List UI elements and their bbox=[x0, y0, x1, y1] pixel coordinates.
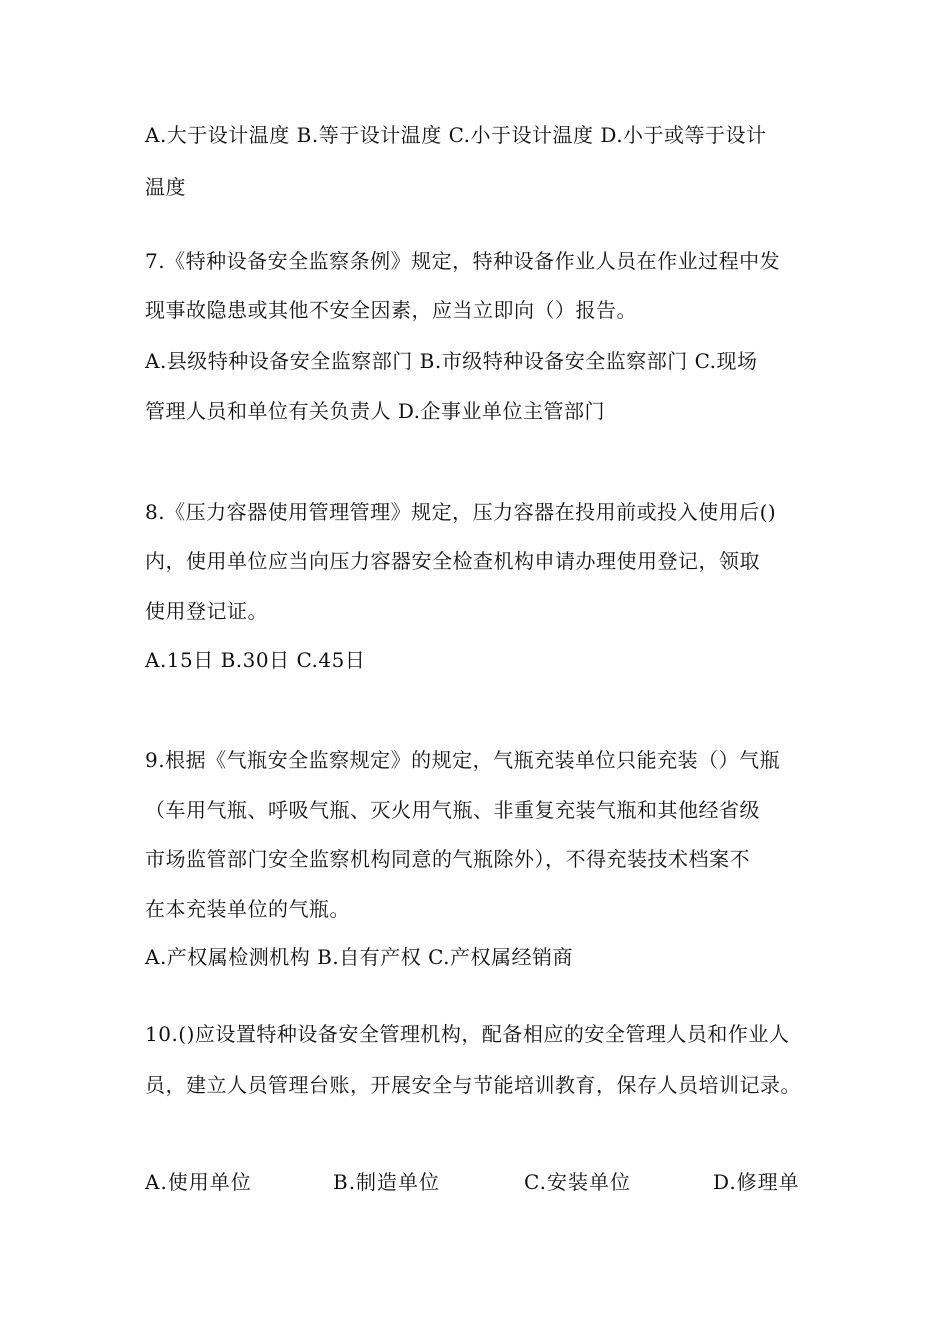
q10-option-a: A.使用单位 bbox=[145, 1170, 252, 1194]
q9-text-line-3: 市场监管部门安全监察机构同意的气瓶除外），不得充装技术档案不 bbox=[145, 847, 750, 871]
q10-option-c: C.安装单位 bbox=[524, 1170, 631, 1194]
q9-text-line-2: （车用气瓶、呼吸气瓶、灭火用气瓶、非重复充装气瓶和其他经省级 bbox=[145, 798, 760, 822]
q10-text-line-1: 10.()应设置特种设备安全管理机构，配备相应的安全管理人员和作业人 bbox=[145, 1022, 790, 1046]
q8-options: A.15日 B.30日 C.45日 bbox=[145, 648, 366, 672]
q8-text-line-2: 内，使用单位应当向压力容器安全检查机构申请办理使用登记，领取 bbox=[145, 549, 760, 573]
q7-text-line-2: 现事故隐患或其他不安全因素，应当立即向（）报告。 bbox=[145, 298, 637, 322]
q10-text-line-2: 员，建立人员管理台账，开展安全与节能培训教育，保存人员培训记录。 bbox=[145, 1073, 801, 1097]
q6-options-line-1: A.大于设计温度 B.等于设计温度 C.小于设计温度 D.小于或等于设计 bbox=[145, 123, 767, 147]
q9-text-line-1: 9.根据《气瓶安全监察规定》的规定，气瓶充装单位只能充装（）气瓶 bbox=[145, 748, 781, 772]
q7-text-line-1: 7.《特种设备安全监察条例》规定，特种设备作业人员在作业过程中发 bbox=[145, 249, 781, 273]
q9-text-line-4: 在本充装单位的气瓶。 bbox=[145, 897, 350, 921]
q7-options-line-1: A.县级特种设备安全监察部门 B.市级特种设备安全监察部门 C.现场 bbox=[145, 349, 758, 373]
q10-option-d: D.修理单 bbox=[713, 1170, 800, 1194]
q7-options-line-2: 管理人员和单位有关负责人 D.企事业单位主管部门 bbox=[145, 399, 606, 423]
q9-options: A.产权属检测机构 B.自有产权 C.产权属经销商 bbox=[145, 945, 574, 969]
q8-text-line-1: 8.《压力容器使用管理管理》规定，压力容器在投用前或投入使用后() bbox=[145, 500, 777, 524]
q10-option-b: B.制造单位 bbox=[333, 1170, 441, 1194]
q8-text-line-3: 使用登记证。 bbox=[145, 599, 268, 623]
q6-options-line-2: 温度 bbox=[145, 175, 186, 199]
